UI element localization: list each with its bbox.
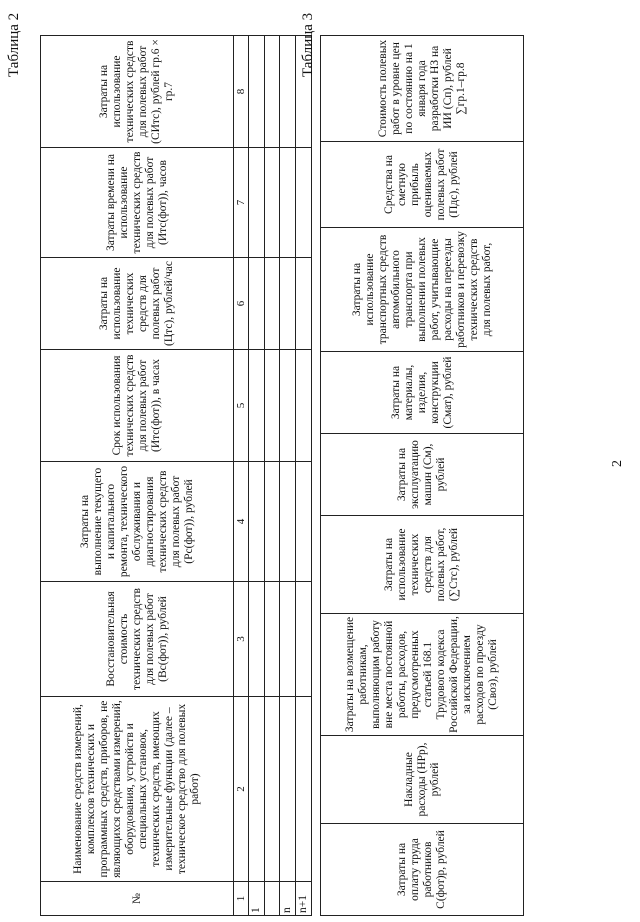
table-cell <box>280 582 296 697</box>
column-number: 7 <box>234 148 249 258</box>
table3-header-cell: Затраты на оплату труда работников С(фот)р, рублей <box>321 824 524 916</box>
table2-header-row <box>41 36 234 916</box>
table2-header-cell: Затраты на использование технических средств для полевых работ (СИтс), рублей гр.6 × гр.7 <box>41 36 234 148</box>
row-index: n+1 <box>296 882 312 916</box>
table-row <box>296 36 312 916</box>
table3-header-cell: Затраты на возмещение работникам, выполняющим работу вне места постоянной работы, расходов, предусмотренных статьей 168.1 Трудового кодекса Российской Федерации, за исключением расходов по проезду (Своз), рублей <box>321 614 524 736</box>
column-number: 3 <box>234 582 249 697</box>
table-cell <box>280 258 296 350</box>
table-cell <box>280 36 296 148</box>
table-cell <box>296 697 312 882</box>
table3-title: Таблица 3 <box>300 12 316 77</box>
column-number: 8 <box>234 36 249 148</box>
table3-header-cell: Затраты на использование транспортных средств автомобильного транспорта при выполнении полевых работ, учитывающие расходы на переезды работников и перевозку технических средств для полевых работ, <box>321 228 524 352</box>
table2-header-cell: Срок использования технических средств для полевых работ (Итс(фот)), в часах <box>41 350 234 462</box>
table2-title: Таблица 2 <box>6 12 22 77</box>
table-cell <box>249 697 265 882</box>
table3-header-cell: Затраты на эксплуатацию машин (См), рублей <box>321 434 524 516</box>
table-cell <box>265 462 280 582</box>
table2-header-cell: Затраты на выполнение текущего и капитального ремонта, технического обслуживания и диагностирования технических средств для полевых работ (Рс(фот)), рублей <box>41 462 234 582</box>
table-cell <box>249 258 265 350</box>
table3-header-cell: Средства на сметную прибыль оцениваемых полевых работ (Пдс), рублей <box>321 142 524 228</box>
table2-number-row <box>234 36 249 916</box>
table-cell <box>249 582 265 697</box>
table2-header-cell: Затраты времени на использование технических средств для полевых работ (Итс(фот)), часов <box>41 148 234 258</box>
table-cell <box>296 148 312 258</box>
table2-header-cell: № <box>41 882 234 916</box>
table3-header-row <box>321 36 524 916</box>
table-cell <box>280 462 296 582</box>
table-row <box>249 36 265 916</box>
column-number: 6 <box>234 258 249 350</box>
page-number: 2 <box>610 460 625 467</box>
table-cell <box>280 148 296 258</box>
column-number: 4 <box>234 462 249 582</box>
table-cell <box>280 350 296 462</box>
table-cell <box>296 350 312 462</box>
table3-header-cell: Стоимость полевых работ в уровне цен по состоянию на 1 января года разработки НЗ на ИИ (Сп), рублей ∑гр.1–гр.8 <box>321 36 524 142</box>
table3-header-cell: Затраты на материалы, изделия, конструкции (Смат), рублей <box>321 352 524 434</box>
table-cell <box>265 350 280 462</box>
table-cell <box>265 36 280 148</box>
table-cell <box>296 462 312 582</box>
table-2 <box>40 35 312 916</box>
table-cell <box>265 697 280 882</box>
table-cell <box>249 462 265 582</box>
table-cell <box>280 697 296 882</box>
column-number: 1 <box>234 882 249 916</box>
column-number: 5 <box>234 350 249 462</box>
table2-header-cell: Наименование средств измерений, комплексов технических и программных средств, приборов, не являющихся средствами измерений, оборудования, устройств и специальных установок, технических средств, имеющих измерительные функции (далее – техническое средство для полевых работ) <box>41 697 234 882</box>
table-cell <box>249 350 265 462</box>
table-row <box>280 36 296 916</box>
table-cell <box>265 258 280 350</box>
row-index: n <box>280 882 296 916</box>
table-cell <box>265 148 280 258</box>
table2-header-cell: Затраты на использование технических средств для полевых работ (Цтс), рублей/час <box>41 258 234 350</box>
table3-header-cell: Затраты на использование технических средств для полевых работ, (∑Стс), рублей <box>321 516 524 614</box>
table-row <box>265 36 280 916</box>
table2-header-cell: Восстановительная стоимость технических средств для полевых работ (Вс(фот)), рублей <box>41 582 234 697</box>
column-number: 2 <box>234 697 249 882</box>
table-3 <box>320 35 524 916</box>
table3-header-cell: Накладные расходы (НРр), рублей <box>321 736 524 824</box>
table-cell <box>249 148 265 258</box>
table-cell <box>296 582 312 697</box>
table-cell <box>265 582 280 697</box>
row-index <box>265 882 280 916</box>
table-cell <box>249 36 265 148</box>
table-cell <box>296 258 312 350</box>
row-index: 1 <box>249 882 265 916</box>
